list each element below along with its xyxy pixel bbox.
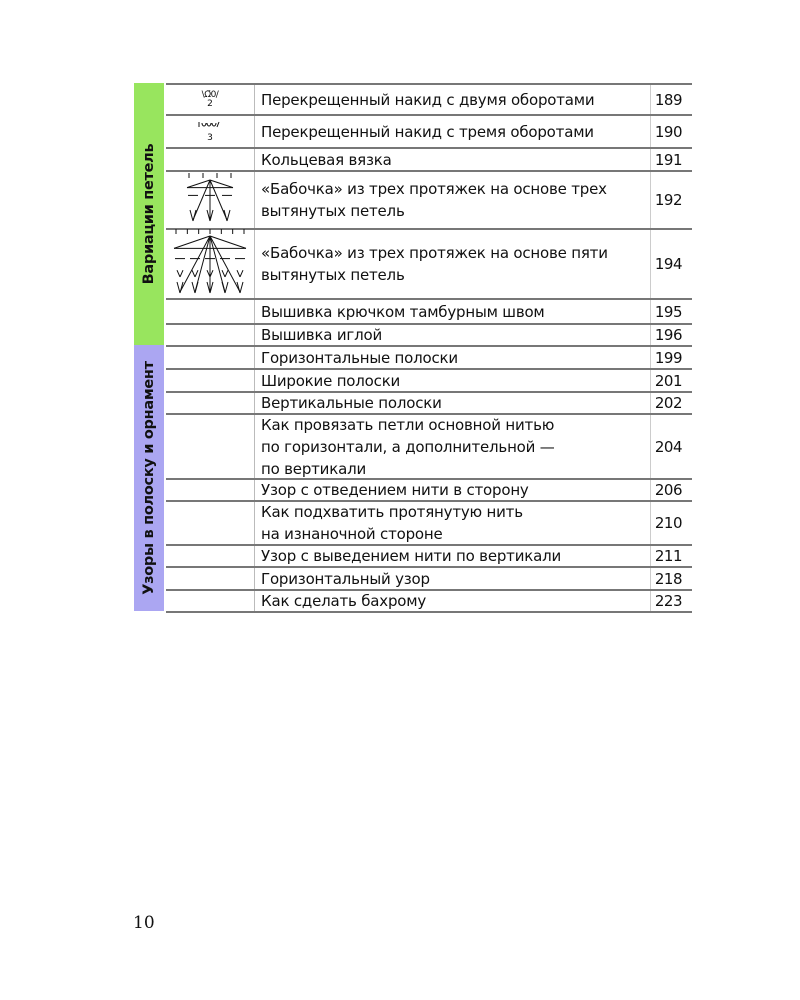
table-row	[166, 325, 692, 347]
symbol-cell	[166, 172, 255, 228]
entry-title-line: Вышивка крючком тамбурным швом	[261, 302, 545, 321]
entry-title-line: Узор с отведением нити в сторону	[261, 481, 529, 499]
table-row	[166, 568, 692, 591]
symbol-cell	[166, 230, 255, 298]
entry-page[interactable]: 211	[650, 546, 682, 566]
entry-title-line: по вертикали	[261, 459, 367, 478]
table-row	[166, 300, 692, 325]
entry-page[interactable]: 206	[650, 480, 682, 500]
entry-title-line: вытянутых петель	[261, 202, 405, 220]
entry-title-line: Как сделать бахрому	[261, 592, 427, 610]
table-row	[166, 149, 692, 172]
entry-title[interactable]	[261, 590, 641, 612]
entry-page[interactable]: 223	[650, 591, 682, 611]
page-number: 10	[133, 913, 155, 933]
table-row	[166, 116, 692, 149]
symbol-cell	[166, 546, 255, 566]
contents-table	[166, 83, 692, 613]
entry-title-line: вытянутых петель	[261, 266, 405, 284]
table-row	[166, 480, 692, 502]
entry-page[interactable]: 210	[650, 502, 682, 544]
symbol-cell	[166, 116, 255, 147]
symbol-cell	[166, 502, 255, 544]
symbol-number: 3	[207, 132, 213, 143]
crossed-yarn-over-symbol-icon	[202, 90, 219, 109]
entry-page[interactable]: 194	[650, 230, 682, 298]
entry-title-line: Узор с выведением нити по вертикали	[261, 547, 562, 565]
entry-title[interactable]	[261, 324, 641, 346]
entry-title[interactable]	[261, 545, 641, 567]
entry-title[interactable]	[261, 149, 641, 171]
entry-title-line: «Бабочка» из трех протяжек на основе пяти	[261, 244, 608, 262]
section-label: Узоры в полоску и орнамент	[141, 361, 157, 595]
table-row	[166, 591, 692, 613]
entry-title[interactable]	[261, 121, 641, 143]
symbol-cell	[166, 370, 255, 391]
entry-title[interactable]	[261, 370, 641, 392]
symbol-cell	[166, 415, 255, 478]
entry-title-line: на изнаночной стороне	[261, 525, 443, 543]
symbol-cell	[166, 480, 255, 500]
entry-title[interactable]	[261, 479, 641, 501]
symbol-cell	[166, 300, 255, 323]
symbol-cell	[166, 85, 255, 114]
section-tab-stripes-ornament	[134, 345, 164, 611]
entry-page[interactable]: 202	[650, 393, 682, 413]
section-label: Вариации петель	[141, 143, 157, 285]
entry-page[interactable]: 218	[650, 568, 682, 589]
entry-page[interactable]: 191	[650, 149, 682, 170]
symbol-cell	[166, 591, 255, 611]
table-row	[166, 172, 692, 230]
entry-title-line: по горизонтали, а дополнительной —	[261, 437, 555, 456]
entry-title-line: Вертикальные полоски	[261, 394, 442, 412]
butterfly-stitch-symbol-icon	[185, 172, 235, 228]
entry-title[interactable]	[261, 392, 641, 414]
table-row	[166, 502, 692, 546]
symbol-cell	[166, 325, 255, 345]
entry-title[interactable]	[261, 414, 641, 480]
entry-title-line: Вышивка иглой	[261, 326, 383, 344]
entry-title-line: Широкие полоски	[261, 371, 401, 390]
entry-page[interactable]: 190	[650, 116, 682, 147]
entry-title-line: Горизонтальный узор	[261, 569, 430, 588]
entry-title-line: Как подхватить протянутую нить	[261, 503, 523, 521]
table-row	[166, 370, 692, 393]
symbol-loops: \Ω̈0/	[201, 90, 219, 100]
entry-title[interactable]	[261, 568, 641, 590]
entry-title[interactable]	[261, 178, 641, 222]
entry-title-line: Как провязать петли основной нитью	[261, 415, 555, 434]
symbol-cell	[166, 347, 255, 368]
table-row	[166, 347, 692, 370]
entry-page[interactable]: 189	[650, 85, 682, 114]
entry-title[interactable]	[261, 301, 641, 323]
entry-title[interactable]	[261, 347, 641, 369]
symbol-number: 2	[207, 99, 213, 109]
symbol-cell	[166, 393, 255, 413]
table-row	[166, 230, 692, 300]
entry-title-line: Горизонтальные полоски	[261, 348, 458, 367]
symbol-cell	[166, 149, 255, 170]
entry-title-line: Перекрещенный накид с двумя оборотами	[261, 90, 595, 109]
symbol-cell	[166, 568, 255, 589]
entry-title-line: Кольцевая вязка	[261, 150, 392, 169]
table-row	[166, 415, 692, 480]
section-tab-loop-variations	[134, 83, 164, 345]
table-row	[166, 546, 692, 568]
entry-title[interactable]	[261, 501, 641, 545]
entry-title[interactable]	[261, 89, 641, 111]
entry-page[interactable]: 201	[650, 370, 682, 391]
entry-title[interactable]	[261, 242, 641, 286]
entry-page[interactable]: 199	[650, 347, 682, 368]
entry-page[interactable]: 204	[650, 415, 682, 478]
entry-page[interactable]: 196	[650, 325, 682, 345]
entry-title-line: «Бабочка» из трех протяжек на основе трех	[261, 180, 607, 198]
entry-page[interactable]: 195	[650, 300, 682, 323]
butterfly-stitch-symbol-icon	[172, 228, 248, 300]
table-row	[166, 393, 692, 415]
table-row	[166, 85, 692, 116]
crossed-yarn-over-symbol-icon	[196, 121, 224, 143]
entry-title-line: Перекрещенный накид с тремя оборотами	[261, 122, 594, 141]
entry-page[interactable]: 192	[650, 172, 682, 228]
